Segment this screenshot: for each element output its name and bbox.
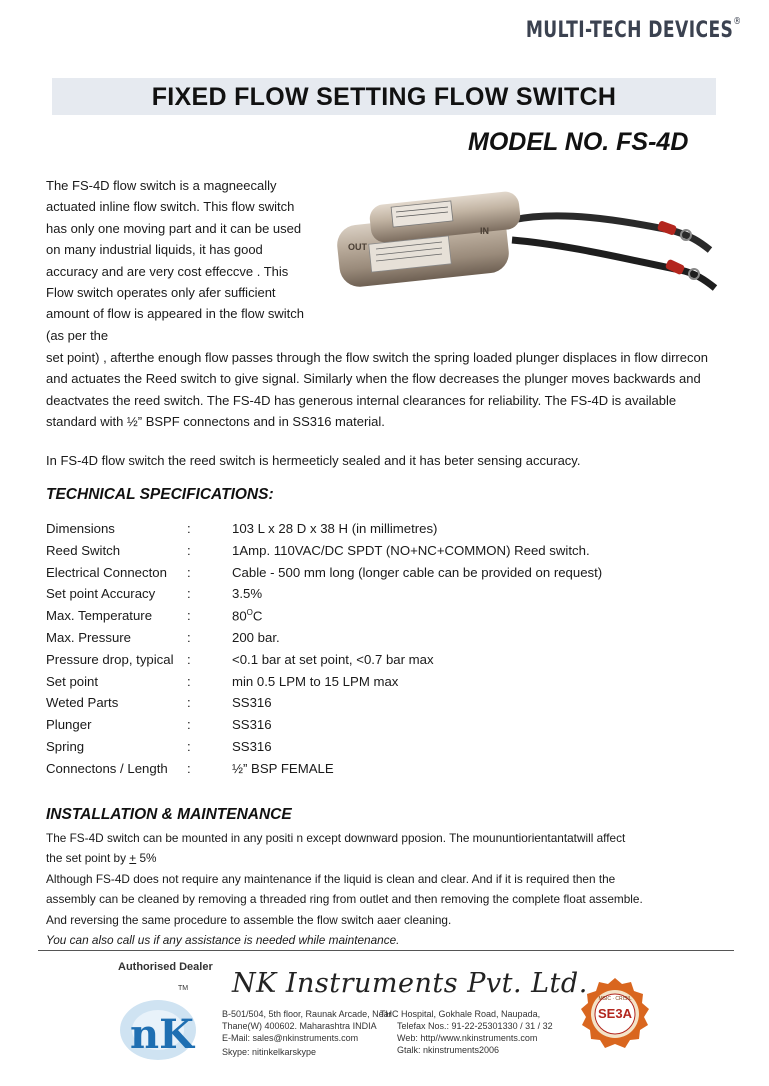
footer-divider	[38, 950, 734, 951]
model-number: MODEL NO. FS-4D	[468, 128, 689, 156]
spec-row	[46, 717, 736, 739]
spec-value: 200 bar.	[232, 629, 280, 645]
telefax-line: Telefax Nos.: 91-22-25301330 / 31 / 32	[397, 1021, 553, 1031]
nk-logo-text: nK	[130, 1011, 194, 1058]
nk-logo-icon	[116, 978, 206, 1066]
web-line[interactable]: Web: http//www.nkinstruments.com	[397, 1033, 538, 1043]
spec-row	[46, 674, 736, 696]
spec-value: 3.5%	[232, 586, 263, 602]
spec-row	[46, 739, 736, 761]
brand-logo	[525, 18, 741, 43]
spec-colon: :	[187, 717, 191, 733]
intro-paragraph-continued: set point) , afterthe enough flow passes through the flow switch the spring loaded plunger displaces in flow dirrecon and actuates the Reed switch to give signal. Similarly when the flow decreases the plunger moves backwards and deactvates the reed switch. The FS-4D has generous internal clearances for reliability. The FS-4D is available standard with ½” BSPF connectons and in SS316 material.	[46, 350, 708, 430]
plus-minus: +	[129, 851, 137, 866]
spec-colon: :	[187, 608, 191, 624]
authorised-dealer-label: Authorised Dealer	[118, 961, 213, 973]
spec-colon: :	[187, 542, 191, 558]
reed-switch-paragraph: In FS-4D flow switch the reed switch is hermeeticly sealed and it has beter sensing accuracy.	[46, 453, 581, 468]
spec-value: Cable - 500 mm long (longer cable can be provided on request)	[232, 564, 603, 580]
out-label: OUT	[348, 242, 367, 252]
installation-heading: INSTALLATION & MAINTENANCE	[46, 806, 292, 823]
spec-label: Dimensions	[46, 521, 115, 536]
se3a-seal-icon	[576, 974, 654, 1058]
assistance-note: You can also call us if any assistance is needed while maintenance.	[46, 933, 400, 948]
installation-line: Although FS-4D does not require any maintenance if the liquid is clean and clear. And if it is required then the	[46, 871, 616, 886]
installation-line	[46, 848, 736, 868]
page-title: FIXED FLOW SETTING FLOW SWITCH	[151, 83, 617, 111]
tech-specs-heading: TECHNICAL SPECIFICATIONS:	[46, 486, 274, 503]
temp-value: 80	[232, 608, 247, 624]
spec-label: Spring	[46, 738, 85, 754]
setpoint-text: the set point by	[46, 851, 130, 866]
flow-switch-photo	[330, 190, 720, 305]
spec-colon: :	[187, 521, 191, 536]
spec-colon: :	[187, 738, 191, 754]
spec-label: Weted Parts	[46, 695, 119, 711]
spec-colon: :	[187, 695, 191, 711]
spec-label: Set point	[46, 673, 99, 689]
address-line: B-501/504, 5th floor, Raunak Arcade, Near	[222, 1009, 392, 1019]
spec-value	[232, 608, 262, 623]
installation-text	[46, 828, 736, 950]
spec-value: SS316	[232, 717, 272, 733]
spec-label: Max. Pressure	[46, 629, 132, 645]
spec-colon: :	[187, 586, 191, 602]
installation-line: assembly can be cleaned by removing a threaded ring from outlet and then removing the complete float assemble.	[46, 892, 643, 907]
email-line[interactable]: E-Mail: sales@nkinstruments.com	[222, 1033, 359, 1043]
registered-mark: ®	[732, 16, 741, 27]
spec-row	[46, 586, 736, 608]
spec-value: ½” BSP FEMALE	[232, 760, 334, 776]
gtalk-line: Gtalk: nkinstruments2006	[397, 1045, 500, 1055]
spec-row	[46, 652, 736, 674]
spec-value: min 0.5 LPM to 15 LPM max	[232, 673, 399, 689]
setpoint-percent: 5%	[136, 851, 157, 866]
spec-label: Max. Temperature	[46, 608, 153, 624]
installation-line: The FS-4D switch can be mounted in any positi n except downward pposion. The moununtiorientantatwill affect	[46, 831, 626, 845]
seal-text: SE3A	[598, 1006, 632, 1021]
degree-mark: O	[246, 608, 253, 618]
spec-value: SS316	[232, 695, 272, 711]
tm-mark: TM	[178, 985, 189, 992]
spec-value: 103 L x 28 D x 38 H (in millimetres)	[232, 521, 438, 536]
address-continued: THC Hospital, Gokhale Road, Naupada,	[380, 1009, 541, 1019]
brand-name: MULTI-TECH DEVICES	[525, 18, 733, 43]
spec-value: 1Amp. 110VAC/DC SPDT (NO+NC+COMMON) Reed switch.	[232, 542, 590, 558]
spec-row	[46, 543, 736, 565]
skype-line: Skype: nitinkelkarskype	[222, 1047, 317, 1057]
spec-colon: :	[187, 760, 191, 776]
spec-row	[46, 761, 736, 783]
spec-row	[46, 630, 736, 652]
specs-table	[46, 521, 736, 783]
spec-row	[46, 695, 736, 717]
spec-colon: :	[187, 651, 191, 667]
installation-line: And reversing the same procedure to assemble the flow switch aaer cleaning.	[46, 912, 452, 927]
intro-paragraph: The FS-4D flow switch is a magneecally actuated inline flow switch. This flow switch has only one moving part and it can be used on many industrial liquids, it has good accuracy and are very cost effeccve . This Flow switch operates only afer sufficient amount of flow is appeared in the flow switch (as per the	[46, 178, 304, 343]
spec-label: Reed Switch	[46, 542, 121, 558]
spec-label: Pressure drop, typical	[46, 651, 174, 667]
spec-label: Plunger	[46, 717, 92, 733]
in-label: IN	[480, 226, 489, 236]
spec-row	[46, 608, 736, 630]
spec-colon: :	[187, 564, 191, 580]
spec-value: SS316	[232, 738, 272, 754]
temp-unit: C	[252, 608, 263, 624]
spec-label: Electrical Connecton	[46, 564, 167, 580]
spec-colon: :	[187, 673, 191, 689]
spec-label: Set point Accuracy	[46, 586, 156, 602]
company-name: NK Instruments Pvt. Ltd.	[232, 968, 588, 999]
spec-label: Connectons / Length	[46, 760, 168, 776]
seal-top-text: MSIC · CRISIL	[598, 996, 632, 1002]
address-line: Thane(W) 400602. Maharashtra INDIA	[222, 1021, 377, 1031]
spec-value: <0.1 bar at set point, <0.7 bar max	[232, 651, 434, 667]
spec-colon: :	[187, 629, 191, 645]
spec-row	[46, 565, 736, 587]
spec-row	[46, 521, 736, 543]
